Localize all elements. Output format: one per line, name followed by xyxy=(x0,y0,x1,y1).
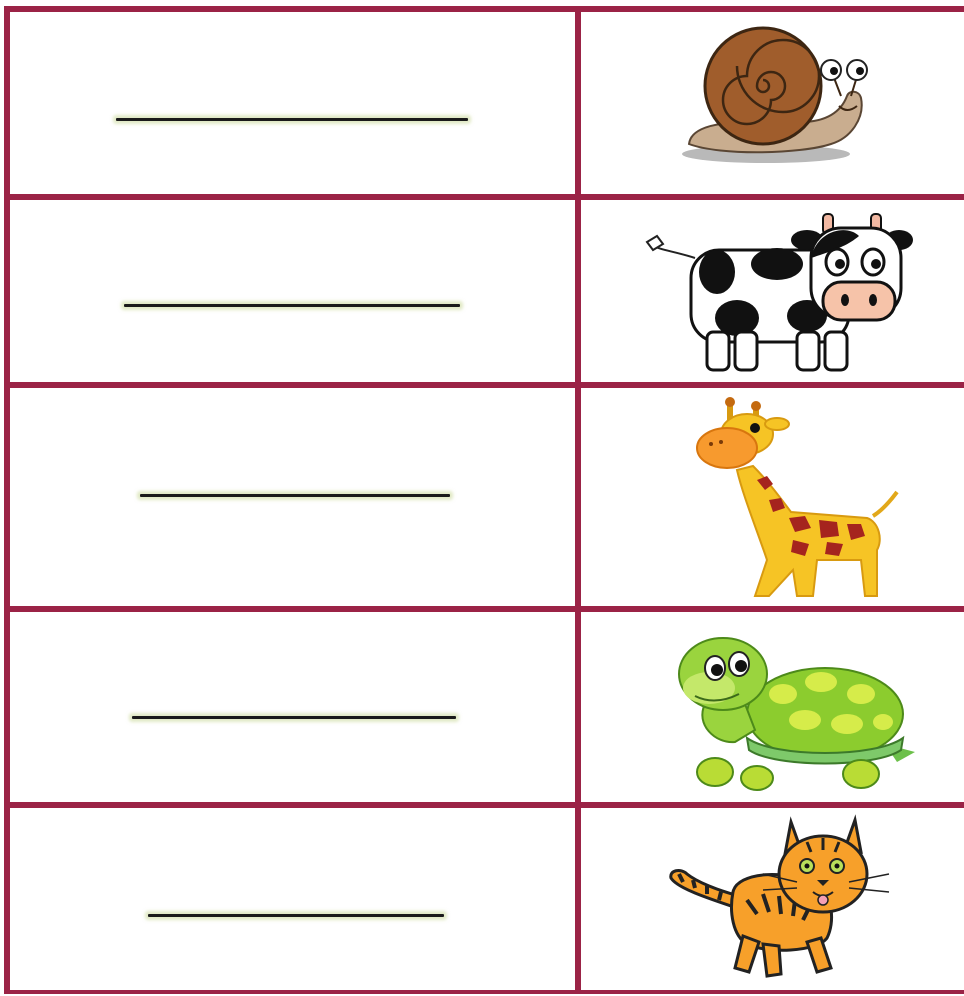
answer-cell[interactable] xyxy=(10,612,581,802)
answer-cell[interactable] xyxy=(10,12,581,194)
worksheet-table xyxy=(4,6,964,994)
picture-cell xyxy=(581,612,964,802)
giraffe-icon xyxy=(697,400,907,600)
table-row xyxy=(10,388,964,612)
answer-blank-line[interactable] xyxy=(148,914,444,917)
answer-blank-line[interactable] xyxy=(140,494,450,497)
answer-blank-line[interactable] xyxy=(132,716,456,719)
answer-blank-line[interactable] xyxy=(124,304,460,307)
snail-icon xyxy=(681,26,881,166)
picture-cell xyxy=(581,808,964,990)
table-row xyxy=(10,612,964,808)
answer-cell[interactable] xyxy=(10,200,581,382)
table-row xyxy=(10,808,964,990)
cat-icon xyxy=(667,812,907,984)
answer-cell[interactable] xyxy=(10,808,581,990)
picture-cell xyxy=(581,388,964,606)
answer-blank-line[interactable] xyxy=(116,118,468,121)
turtle-icon xyxy=(675,634,925,794)
cow-icon xyxy=(647,206,907,378)
picture-cell xyxy=(581,200,964,382)
answer-cell[interactable] xyxy=(10,388,581,606)
table-row xyxy=(10,12,964,200)
picture-cell xyxy=(581,12,964,194)
table-row xyxy=(10,200,964,388)
